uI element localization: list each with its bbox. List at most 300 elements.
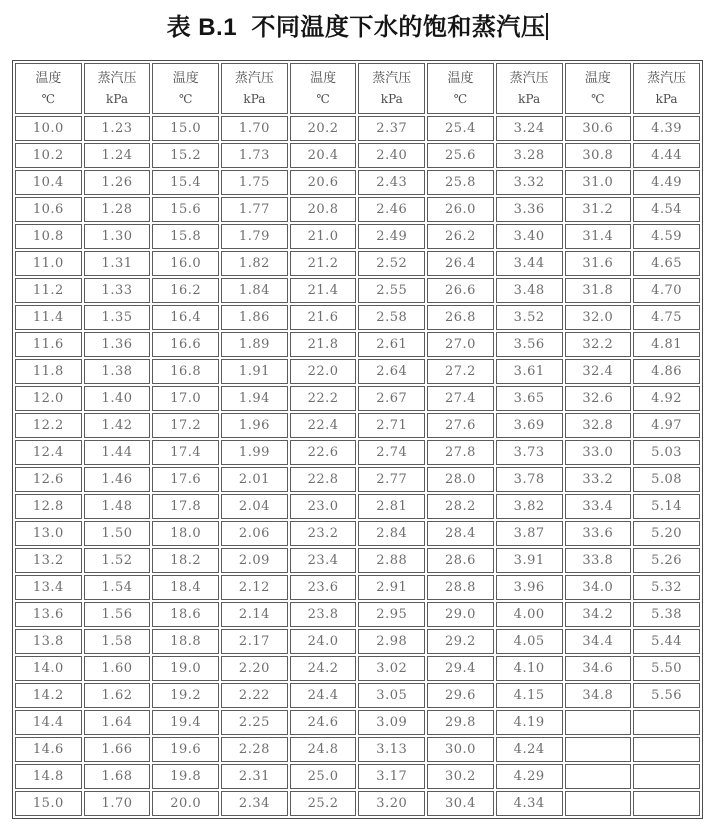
table-cell: 2.20: [221, 656, 288, 681]
table-cell: [565, 791, 632, 816]
table-cell: 24.8: [290, 737, 357, 762]
table-cell: 19.8: [152, 764, 219, 789]
table-cell: 1.86: [221, 305, 288, 330]
table-cell: 1.89: [221, 332, 288, 357]
table-cell: 30.2: [427, 764, 494, 789]
table-cell: 22.0: [290, 359, 357, 384]
table-cell: 1.31: [84, 251, 151, 276]
table-cell: 13.8: [15, 629, 82, 654]
table-cell: 2.09: [221, 548, 288, 573]
table-cell: 34.4: [565, 629, 632, 654]
table-cell: 31.6: [565, 251, 632, 276]
table-row: [15, 521, 700, 546]
table-cell: 2.14: [221, 602, 288, 627]
table-cell: 2.52: [358, 251, 425, 276]
table-cell: 33.6: [565, 521, 632, 546]
column-header-label: 蒸汽压: [647, 70, 687, 86]
table-cell: 1.62: [84, 683, 151, 708]
table-cell: 18.4: [152, 575, 219, 600]
table-cell: 27.0: [427, 332, 494, 357]
table-cell: [565, 764, 632, 789]
column-header-temperature: [565, 63, 632, 114]
table-cell: 2.77: [358, 467, 425, 492]
table-row: [15, 548, 700, 573]
table-cell: 2.58: [358, 305, 425, 330]
table-cell: 2.98: [358, 629, 425, 654]
table-cell: 2.34: [221, 791, 288, 816]
table-cell: 21.0: [290, 224, 357, 249]
table-cell: 2.43: [358, 170, 425, 195]
table-cell: 33.2: [565, 467, 632, 492]
table-cell: 1.33: [84, 278, 151, 303]
table-cell: 17.0: [152, 386, 219, 411]
table-cell: 1.26: [84, 170, 151, 195]
table-cell: 1.23: [84, 116, 151, 141]
table-cell: 26.8: [427, 305, 494, 330]
table-cell: 2.95: [358, 602, 425, 627]
table-cell: 32.0: [565, 305, 632, 330]
table-cell: 26.6: [427, 278, 494, 303]
table-cell: 2.74: [358, 440, 425, 465]
table-cell: 12.4: [15, 440, 82, 465]
table-cell: 19.2: [152, 683, 219, 708]
table-cell: 4.81: [633, 332, 700, 357]
table-cell: [633, 764, 700, 789]
table-cell: 25.0: [290, 764, 357, 789]
column-header-label: 温度: [584, 70, 611, 86]
table-cell: 1.73: [221, 143, 288, 168]
table-cell: 30.6: [565, 116, 632, 141]
table-cell: 4.19: [496, 710, 563, 735]
table-cell: 2.81: [358, 494, 425, 519]
table-cell: 2.28: [221, 737, 288, 762]
table-cell: 4.05: [496, 629, 563, 654]
table-cell: 3.96: [496, 575, 563, 600]
table-cell: 2.84: [358, 521, 425, 546]
table-cell: 11.0: [15, 251, 82, 276]
column-header-temperature: [15, 63, 82, 114]
table-cell: 1.46: [84, 467, 151, 492]
table-cell: 27.8: [427, 440, 494, 465]
table-cell: 30.4: [427, 791, 494, 816]
column-header-unit: ℃: [41, 91, 56, 106]
table-cell: 1.58: [84, 629, 151, 654]
table-cell: 3.52: [496, 305, 563, 330]
table-cell: 1.28: [84, 197, 151, 222]
table-cell: 23.0: [290, 494, 357, 519]
table-cell: 17.8: [152, 494, 219, 519]
table-cell: 1.54: [84, 575, 151, 600]
table-cell: 23.4: [290, 548, 357, 573]
column-header-temperature: [152, 63, 219, 114]
table-cell: 2.37: [358, 116, 425, 141]
table-cell: 1.84: [221, 278, 288, 303]
vapor-pressure-table: [12, 60, 703, 819]
table-cell: 2.55: [358, 278, 425, 303]
table-cell: 13.0: [15, 521, 82, 546]
table-cell: 15.0: [15, 791, 82, 816]
table-row: [15, 656, 700, 681]
table-cell: 14.6: [15, 737, 82, 762]
column-header-unit: kPa: [655, 91, 678, 106]
table-cell: 27.4: [427, 386, 494, 411]
table-cell: 3.87: [496, 521, 563, 546]
table-cell: 2.91: [358, 575, 425, 600]
table-cell: 4.39: [633, 116, 700, 141]
table-row: [15, 143, 700, 168]
table-cell: 5.32: [633, 575, 700, 600]
table-cell: 14.2: [15, 683, 82, 708]
table-cell: 1.99: [221, 440, 288, 465]
table-cell: 21.8: [290, 332, 357, 357]
table-cell: 3.20: [358, 791, 425, 816]
table-cell: 16.8: [152, 359, 219, 384]
table-cell: 5.44: [633, 629, 700, 654]
table-cell: 10.4: [15, 170, 82, 195]
table-cell: 11.2: [15, 278, 82, 303]
table-cell: 29.2: [427, 629, 494, 654]
column-header-unit: ℃: [453, 91, 468, 106]
table-cell: 28.6: [427, 548, 494, 573]
column-header-label: 蒸汽压: [372, 70, 412, 86]
table-cell: 32.8: [565, 413, 632, 438]
table-cell: 34.0: [565, 575, 632, 600]
table-cell: 21.2: [290, 251, 357, 276]
table-row: [15, 305, 700, 330]
table-cell: 4.15: [496, 683, 563, 708]
table-cell: 1.60: [84, 656, 151, 681]
table-cell: 10.8: [15, 224, 82, 249]
table-cell: 4.00: [496, 602, 563, 627]
column-header-temperature: [290, 63, 357, 114]
table-cell: 26.2: [427, 224, 494, 249]
table-cell: [565, 737, 632, 762]
table-cell: 12.8: [15, 494, 82, 519]
table-cell: 1.96: [221, 413, 288, 438]
table-cell: 28.8: [427, 575, 494, 600]
column-header-unit: kPa: [106, 91, 129, 106]
table-cell: 4.92: [633, 386, 700, 411]
column-header-label: 蒸汽压: [97, 70, 137, 86]
table-cell: 2.64: [358, 359, 425, 384]
table-cell: 30.0: [427, 737, 494, 762]
table-cell: 3.13: [358, 737, 425, 762]
table-cell: 25.6: [427, 143, 494, 168]
table-cell: 28.2: [427, 494, 494, 519]
table-row: [15, 413, 700, 438]
table-cell: 5.03: [633, 440, 700, 465]
table-cell: 2.06: [221, 521, 288, 546]
column-header-label: 温度: [447, 70, 474, 86]
table-cell: 29.8: [427, 710, 494, 735]
table-cell: 33.8: [565, 548, 632, 573]
table-cell: 14.0: [15, 656, 82, 681]
column-header-unit: kPa: [518, 91, 541, 106]
table-cell: 1.70: [221, 116, 288, 141]
table-cell: 28.0: [427, 467, 494, 492]
table-cell: 4.59: [633, 224, 700, 249]
table-cell: 5.08: [633, 467, 700, 492]
table-cell: 4.29: [496, 764, 563, 789]
table-cell: 20.4: [290, 143, 357, 168]
table-row: [15, 494, 700, 519]
table-cell: [633, 737, 700, 762]
table-cell: 14.4: [15, 710, 82, 735]
table-cell: 24.0: [290, 629, 357, 654]
table-cell: 13.2: [15, 548, 82, 573]
table-cell: 17.4: [152, 440, 219, 465]
table-cell: 2.71: [358, 413, 425, 438]
table-cell: [633, 791, 700, 816]
table-cell: 15.0: [152, 116, 219, 141]
table-cell: 3.56: [496, 332, 563, 357]
table-cell: 1.75: [221, 170, 288, 195]
column-header-unit: kPa: [243, 91, 266, 106]
table-cell: 22.6: [290, 440, 357, 465]
table-cell: 4.54: [633, 197, 700, 222]
table-cell: 23.8: [290, 602, 357, 627]
title-row: [0, 0, 715, 52]
table-cell: 1.68: [84, 764, 151, 789]
table-cell: 31.2: [565, 197, 632, 222]
column-header-vapor-pressure: [633, 63, 700, 114]
table-cell: 2.22: [221, 683, 288, 708]
table-cell: 31.4: [565, 224, 632, 249]
table-cell: 1.30: [84, 224, 151, 249]
table-cell: 11.4: [15, 305, 82, 330]
table-cell: 16.6: [152, 332, 219, 357]
table-cell: 3.32: [496, 170, 563, 195]
table-cell: 3.82: [496, 494, 563, 519]
table-cell: 4.75: [633, 305, 700, 330]
table-cell: 19.0: [152, 656, 219, 681]
table-cell: 5.56: [633, 683, 700, 708]
table-cell: 19.4: [152, 710, 219, 735]
table-row: [15, 359, 700, 384]
table-cell: 14.8: [15, 764, 82, 789]
column-header-vapor-pressure: [358, 63, 425, 114]
table-cell: 2.67: [358, 386, 425, 411]
table-cell: 1.48: [84, 494, 151, 519]
table-cell: 2.12: [221, 575, 288, 600]
table-cell: 16.2: [152, 278, 219, 303]
table-cell: 3.91: [496, 548, 563, 573]
table-row: [15, 602, 700, 627]
table-cell: 13.6: [15, 602, 82, 627]
table-cell: 2.01: [221, 467, 288, 492]
table-cell: 2.25: [221, 710, 288, 735]
table-cell: 10.6: [15, 197, 82, 222]
table-cell: 1.50: [84, 521, 151, 546]
table-cell: 32.4: [565, 359, 632, 384]
table-cell: 1.91: [221, 359, 288, 384]
column-header-temperature: [427, 63, 494, 114]
table-cell: 2.31: [221, 764, 288, 789]
table-cell: 20.8: [290, 197, 357, 222]
table-cell: 31.0: [565, 170, 632, 195]
table-cell: 29.6: [427, 683, 494, 708]
table-cell: 3.02: [358, 656, 425, 681]
table-cell: 22.4: [290, 413, 357, 438]
table-cell: 4.10: [496, 656, 563, 681]
table-cell: 34.6: [565, 656, 632, 681]
table-row: [15, 197, 700, 222]
column-header-label: 温度: [310, 70, 337, 86]
table-cell: 2.49: [358, 224, 425, 249]
column-header-label: 温度: [35, 70, 62, 86]
table-cell: 20.0: [152, 791, 219, 816]
table-cell: 1.42: [84, 413, 151, 438]
table-cell: 26.0: [427, 197, 494, 222]
table-cell: 3.69: [496, 413, 563, 438]
table-cell: 16.0: [152, 251, 219, 276]
table-cell: 1.94: [221, 386, 288, 411]
table-cell: 4.97: [633, 413, 700, 438]
header-row: [15, 63, 700, 114]
table-cell: 1.24: [84, 143, 151, 168]
table-cell: 4.65: [633, 251, 700, 276]
table-cell: 16.4: [152, 305, 219, 330]
table-cell: 1.77: [221, 197, 288, 222]
table-cell: 28.4: [427, 521, 494, 546]
table-cell: 3.09: [358, 710, 425, 735]
table-cell: 33.4: [565, 494, 632, 519]
table-cell: 12.6: [15, 467, 82, 492]
table-cell: 18.8: [152, 629, 219, 654]
table-row: [15, 764, 700, 789]
table-cell: 3.48: [496, 278, 563, 303]
table-cell: 23.2: [290, 521, 357, 546]
table-cell: 15.4: [152, 170, 219, 195]
table-cell: [565, 710, 632, 735]
column-header-vapor-pressure: [496, 63, 563, 114]
table-cell: 1.36: [84, 332, 151, 357]
table-row: [15, 170, 700, 195]
table-body: [15, 116, 700, 816]
table-cell: 2.88: [358, 548, 425, 573]
table-cell: 27.2: [427, 359, 494, 384]
table-cell: 26.4: [427, 251, 494, 276]
table-row: [15, 683, 700, 708]
table-cell: 1.56: [84, 602, 151, 627]
table-cell: 2.17: [221, 629, 288, 654]
table-cell: 15.2: [152, 143, 219, 168]
table-row: [15, 467, 700, 492]
table-cell: 5.38: [633, 602, 700, 627]
table-cell: 4.49: [633, 170, 700, 195]
table-cell: 12.2: [15, 413, 82, 438]
table-cell: 1.79: [221, 224, 288, 249]
column-header-unit: ℃: [591, 91, 605, 106]
table-cell: 5.14: [633, 494, 700, 519]
table-cell: 3.17: [358, 764, 425, 789]
table-cell: 1.52: [84, 548, 151, 573]
table-row: [15, 116, 700, 141]
table-row: [15, 251, 700, 276]
table-cell: 4.24: [496, 737, 563, 762]
table-head: [15, 63, 700, 114]
table-cell: 1.38: [84, 359, 151, 384]
table-row: [15, 737, 700, 762]
column-header-label: 温度: [172, 70, 199, 86]
column-header-unit: kPa: [380, 91, 403, 106]
table-cell: 24.2: [290, 656, 357, 681]
table-cell: 1.64: [84, 710, 151, 735]
table-cell: 3.36: [496, 197, 563, 222]
table-cell: 10.2: [15, 143, 82, 168]
table-cell: 13.4: [15, 575, 82, 600]
table-cell: 22.2: [290, 386, 357, 411]
table-cell: 3.05: [358, 683, 425, 708]
table-cell: 2.61: [358, 332, 425, 357]
table-cell: 11.6: [15, 332, 82, 357]
table-cell: 19.6: [152, 737, 219, 762]
table-cell: 17.2: [152, 413, 219, 438]
table-cell: 17.6: [152, 467, 219, 492]
table-cell: 4.34: [496, 791, 563, 816]
table-cell: 4.70: [633, 278, 700, 303]
table-cell: 21.4: [290, 278, 357, 303]
table-cell: 22.8: [290, 467, 357, 492]
table-cell: 25.8: [427, 170, 494, 195]
table-cell: 18.0: [152, 521, 219, 546]
table-row: [15, 629, 700, 654]
table-row: [15, 440, 700, 465]
table-cell: 18.2: [152, 548, 219, 573]
table-cell: 3.44: [496, 251, 563, 276]
table-cell: 33.0: [565, 440, 632, 465]
table-row: [15, 224, 700, 249]
table-cell: 3.65: [496, 386, 563, 411]
table-cell: 34.8: [565, 683, 632, 708]
table-cell: 20.2: [290, 116, 357, 141]
document-title: 表 B.1 不同温度下水的饱和蒸汽压: [166, 14, 546, 41]
table-cell: 32.2: [565, 332, 632, 357]
table-cell: 24.6: [290, 710, 357, 735]
table-cell: 3.61: [496, 359, 563, 384]
table-cell: 15.8: [152, 224, 219, 249]
table-cell: 3.28: [496, 143, 563, 168]
table-row: [15, 791, 700, 816]
table-cell: 2.46: [358, 197, 425, 222]
column-header-label: 蒸汽压: [234, 70, 274, 86]
table-cell: 25.4: [427, 116, 494, 141]
column-header-unit: ℃: [316, 91, 330, 106]
table-cell: 5.20: [633, 521, 700, 546]
table-cell: 1.35: [84, 305, 151, 330]
table-cell: 27.6: [427, 413, 494, 438]
table-cell: [633, 710, 700, 735]
table-cell: 4.44: [633, 143, 700, 168]
table-cell: 2.04: [221, 494, 288, 519]
table-cell: 4.86: [633, 359, 700, 384]
table-cell: 3.78: [496, 467, 563, 492]
table-cell: 15.6: [152, 197, 219, 222]
table-cell: 29.0: [427, 602, 494, 627]
table-row: [15, 710, 700, 735]
column-header-unit: ℃: [179, 91, 193, 106]
table-cell: 20.6: [290, 170, 357, 195]
table-cell: 32.6: [565, 386, 632, 411]
table-cell: 1.70: [84, 791, 151, 816]
table-cell: 1.82: [221, 251, 288, 276]
column-header-vapor-pressure: [84, 63, 151, 114]
table-cell: 1.40: [84, 386, 151, 411]
table-row: [15, 386, 700, 411]
table-row: [15, 332, 700, 357]
table-row: [15, 278, 700, 303]
table-cell: 23.6: [290, 575, 357, 600]
